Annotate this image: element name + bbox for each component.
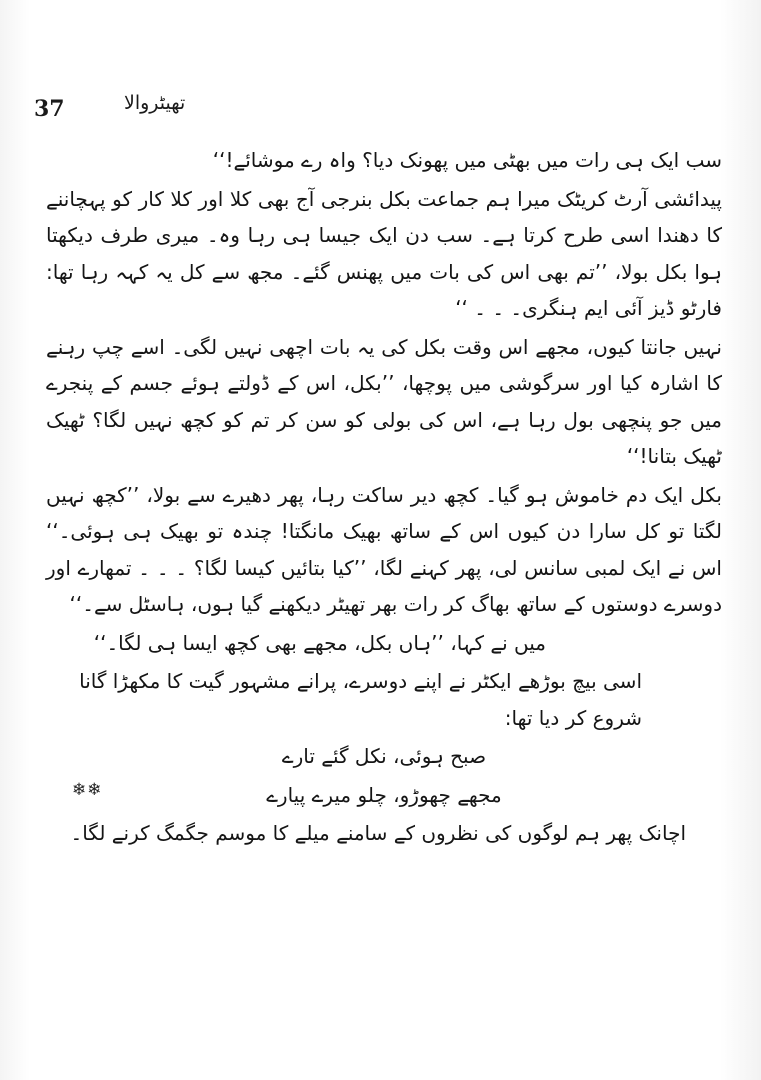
paragraph-2: پیدائشی آرٹ کریٹک میرا ہم جماعت بکل بنرجی آج بھی کلا اور کلا کار کو پہچاننے کا دھندا اسی طرح کرتا ہے۔ سب دن ایک جیسا ہی رہا وہ۔ میری طرف دیکھتا ہوا بکل بولا، ’’تم بھی اس کی بات میں پھنس گئے۔ مجھ سے کل یہ کہہ رہا تھا: فارٹو ڈیز آئی ایم ہنگری۔ ۔ ۔ ‘‘ [46, 186, 722, 320]
section-ornament-icon: ❄❄ [72, 780, 103, 800]
running-title: تھیٹروالا [124, 92, 186, 114]
paragraph-1: سب ایک ہی رات میں بھٹی میں پھونک دیا؟ واہ رے موشائے!‘‘ [212, 148, 722, 172]
paragraph-4: بکل ایک دم خاموش ہو گیا۔ کچھ دیر ساکت رہا، پھر دھیرے سے بولا، ’’کچھ نہیں لگتا تو کل سارا دن کیوں اس کے ساتھ بھیک مانگتا! چندہ تو بھیک ہی ہوئی۔‘‘ اس نے ایک لمبی سانس لی، پھر کہنے لگا، ’’کیا بتائیں کیسا لگا؟ ۔ ۔ ۔ تمھارے اور دوسرے دوستوں کے ساتھ بھاگ کر رات بھر تھیٹر دیکھنے گیا ہوں، ہاسٹل سے۔‘‘ [46, 482, 722, 616]
verse-line-2: مجھے چھوڑو، چلو میرے پیارے [266, 782, 502, 807]
verse-line-1: صبح ہوئی، نکل گئے تارے [281, 744, 487, 768]
body-text [46, 142, 722, 854]
closing-line: اچانک پھر ہم لوگوں کی نظروں کے سامنے میلے کا موسم جگمگ کرنے لگا۔ [70, 821, 686, 845]
paragraph-6: اسی بیچ بوڑھے ایکٹر نے اپنے دوسرے، پرانے مشہور گیت کا مکھڑا گانا شروع کر دیا تھا: [79, 669, 642, 730]
page-number: 37 [34, 96, 65, 122]
paragraph-3: نہیں جانتا کیوں، مجھے اس وقت بکل کی یہ بات اچھی نہیں لگی۔ اسے چپ رہنے کا اشارہ کیا اور سرگوشی میں پوچھا، ’’بکل، اس کے ڈولتے ہوئے جسم کے پنجرے میں جو پنچھی بول رہا ہے، اس کی بولی کو سن کر تم کو کچھ نہیں لگا؟ ٹھیک ٹھیک بتانا!‘‘ [46, 334, 722, 468]
paragraph-5: میں نے کہا، ’’ہاں بکل، مجھے بھی کچھ ایسا ہی لگا۔‘‘ [93, 630, 546, 655]
